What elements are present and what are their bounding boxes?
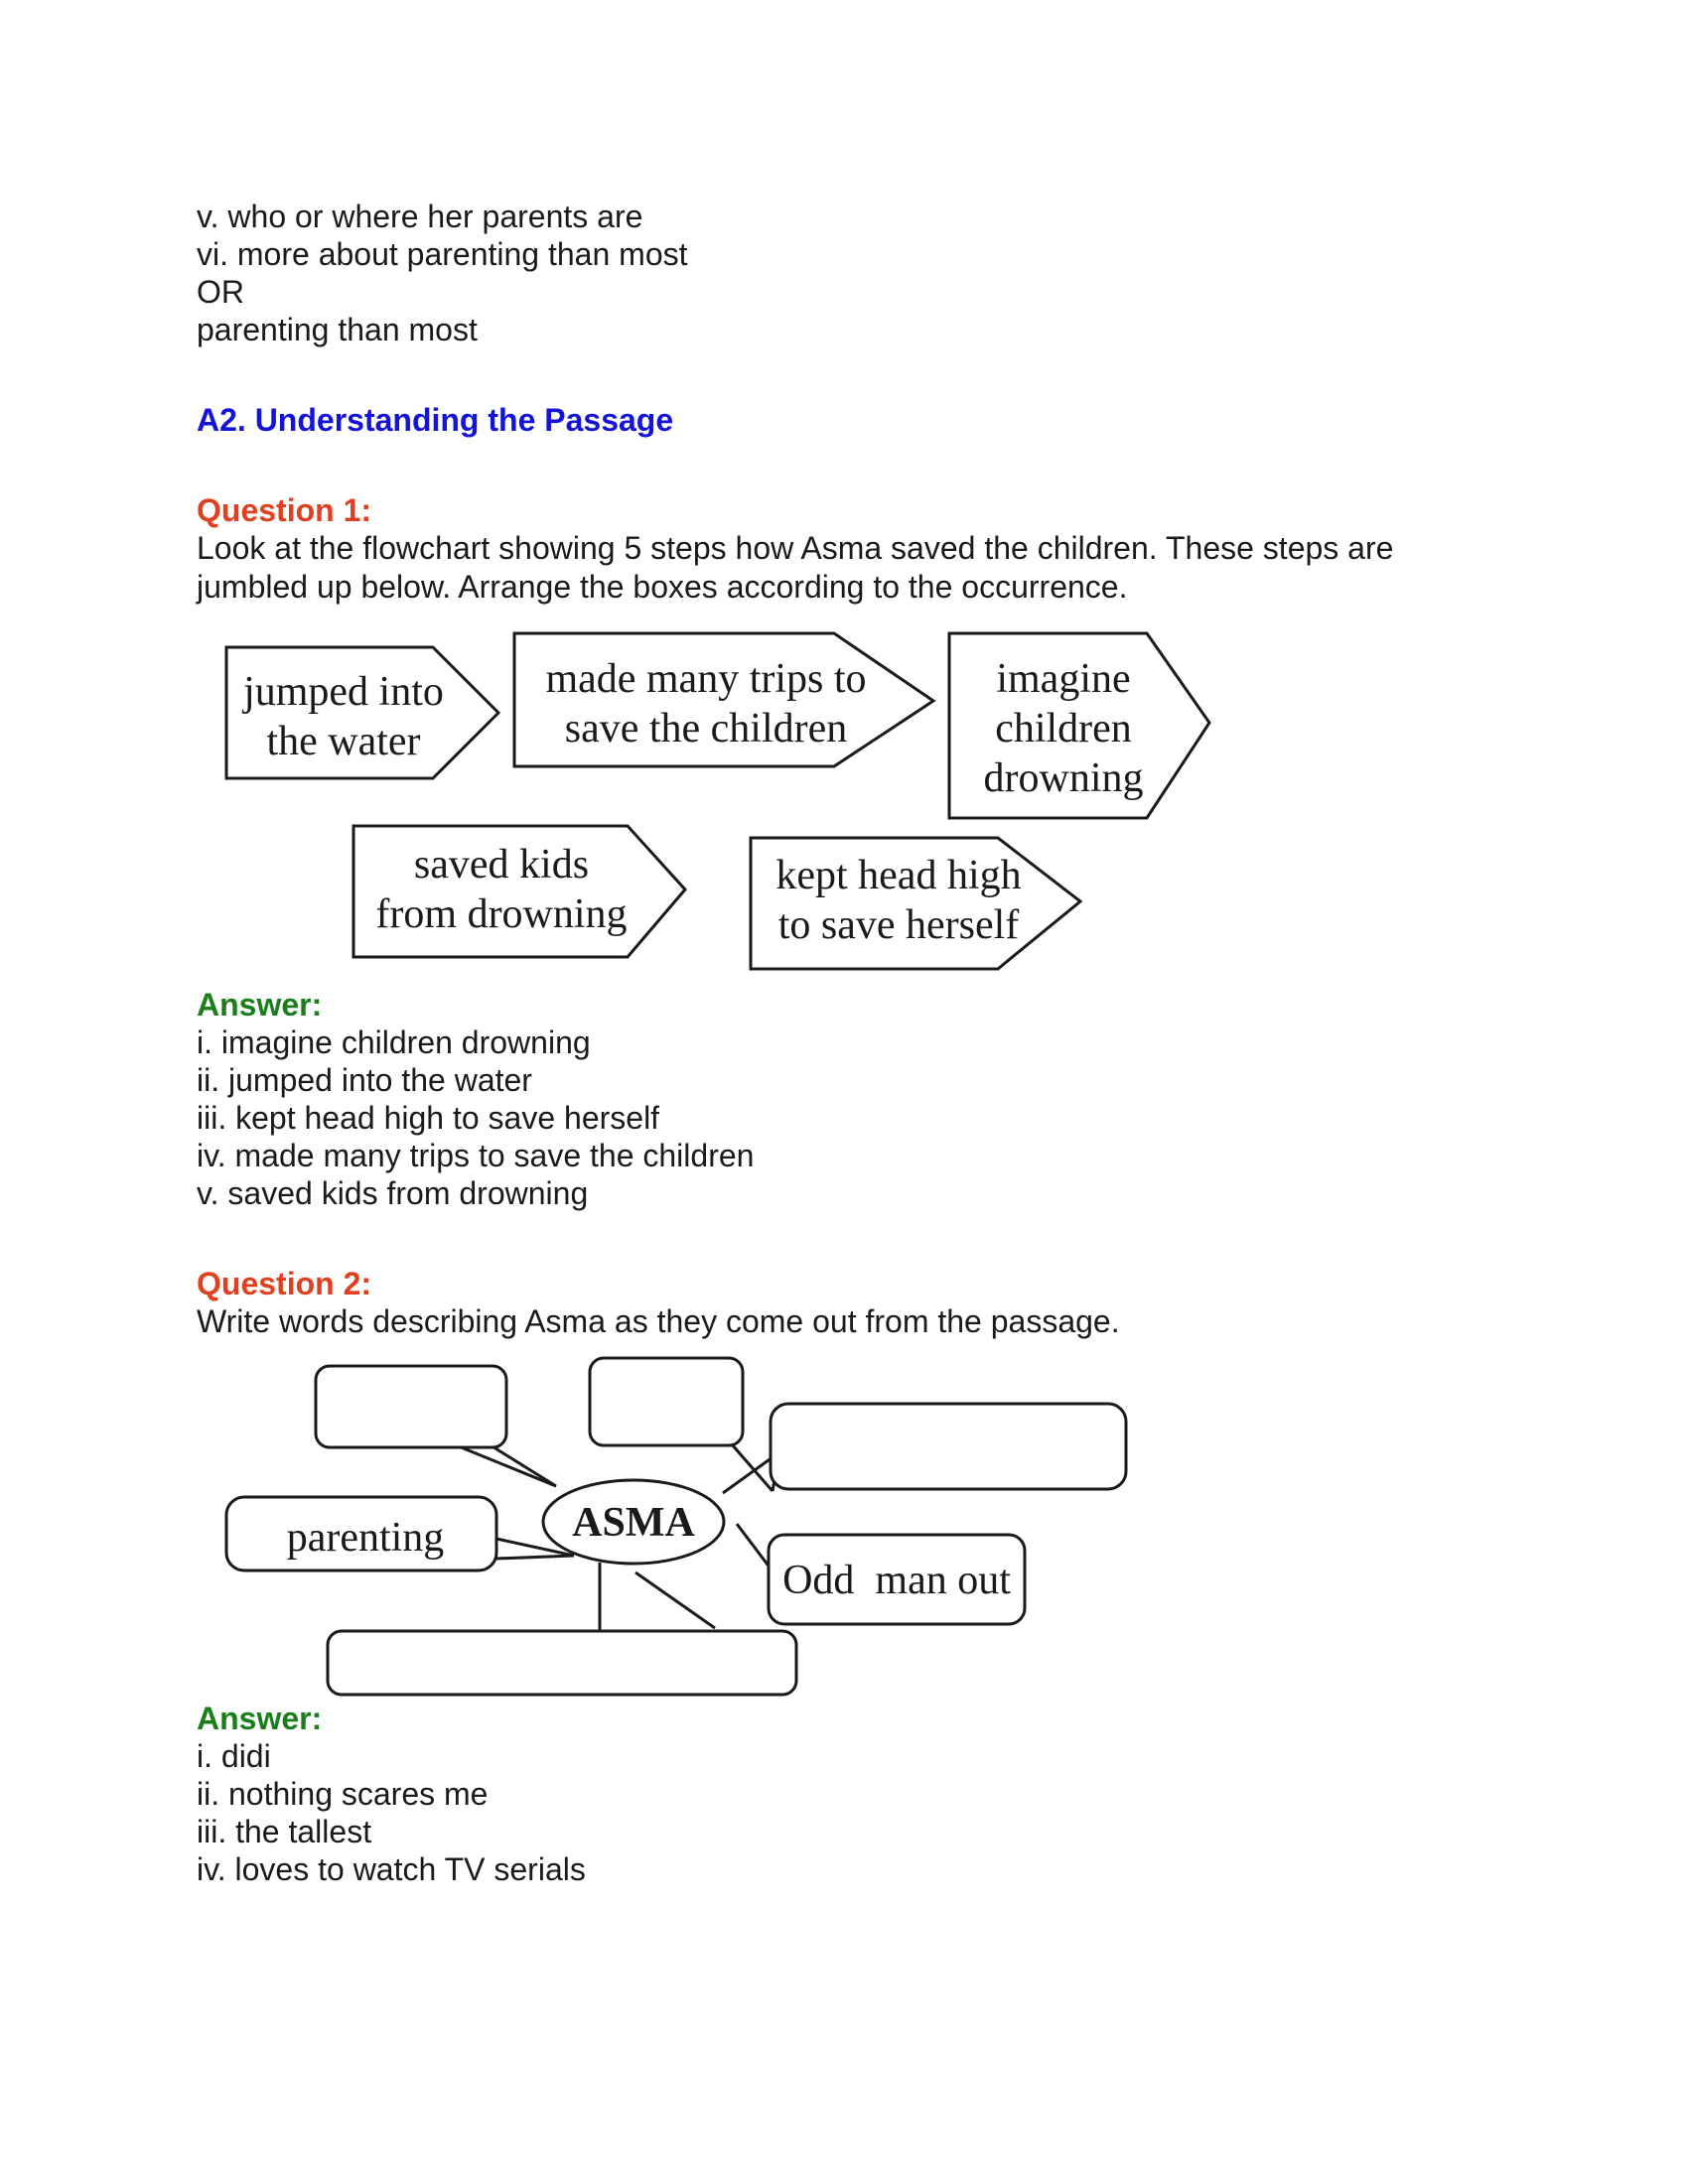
flow-box-text: saved kids [413,842,590,887]
flow-box-text: from drowning [375,891,628,937]
center-label: ASMA [572,1500,695,1546]
asma-word-web [0,1330,1688,1727]
flow-box-text: made many trips to [545,656,867,702]
answer-item: ii. nothing scares me [197,1776,489,1812]
question-2-prompt: Write words describing Asma as they come out from the passage. [197,1303,1120,1339]
answer-item: i. imagine children drowning [197,1024,591,1060]
intro-line: vi. more about parenting than most [197,236,688,272]
word-bubble [328,1631,796,1695]
flow-box-text: the water [266,719,421,764]
word-bubble [590,1358,743,1445]
web-connector [732,1444,773,1491]
web-connector [737,1524,771,1569]
bubble-label: parenting [286,1515,445,1561]
answer-1-title: Answer: [197,987,323,1023]
question-1-prompt: Look at the flowchart showing 5 steps how Asma saved the children. These steps are jumbled up below. Arrange the boxes according to the occurrence. [197,530,1394,605]
flow-box-text: drowning [983,755,1144,801]
intro-line: v. who or where her parents are [197,199,643,234]
flowchart [0,0,1688,993]
answer-item: v. saved kids from drowning [197,1175,589,1211]
answer-item: iv. made many trips to save the children [197,1138,755,1173]
web-connector [496,1556,574,1559]
flow-box-text: to save herself [777,902,1020,948]
intro-line: OR [197,274,244,310]
flow-box-text: save the children [564,706,848,751]
intro-line: parenting than most [197,312,478,347]
question-2-title: Question 2: [197,1266,372,1301]
word-bubble [771,1404,1126,1489]
flow-box-text: imagine [996,656,1131,702]
flow-box-text: kept head high [775,853,1022,898]
answer-item: ii. jumped into the water [197,1062,532,1098]
word-bubble [316,1366,506,1447]
answer-item: iv. loves to watch TV serials [197,1851,586,1887]
bubble-label: Odd man out [782,1558,1011,1603]
answer-2-title: Answer: [197,1701,323,1736]
section-title: A2. Understanding the Passage [197,402,674,438]
web-connector [635,1572,715,1628]
flow-box-text: jumped into [243,669,444,715]
answer-item: iii. the tallest [197,1814,372,1849]
answer-item: iii. kept head high to save herself [197,1100,660,1136]
question-1-title: Question 1: [197,492,372,528]
flow-box-text: children [995,706,1132,751]
answer-item: i. didi [197,1738,271,1774]
